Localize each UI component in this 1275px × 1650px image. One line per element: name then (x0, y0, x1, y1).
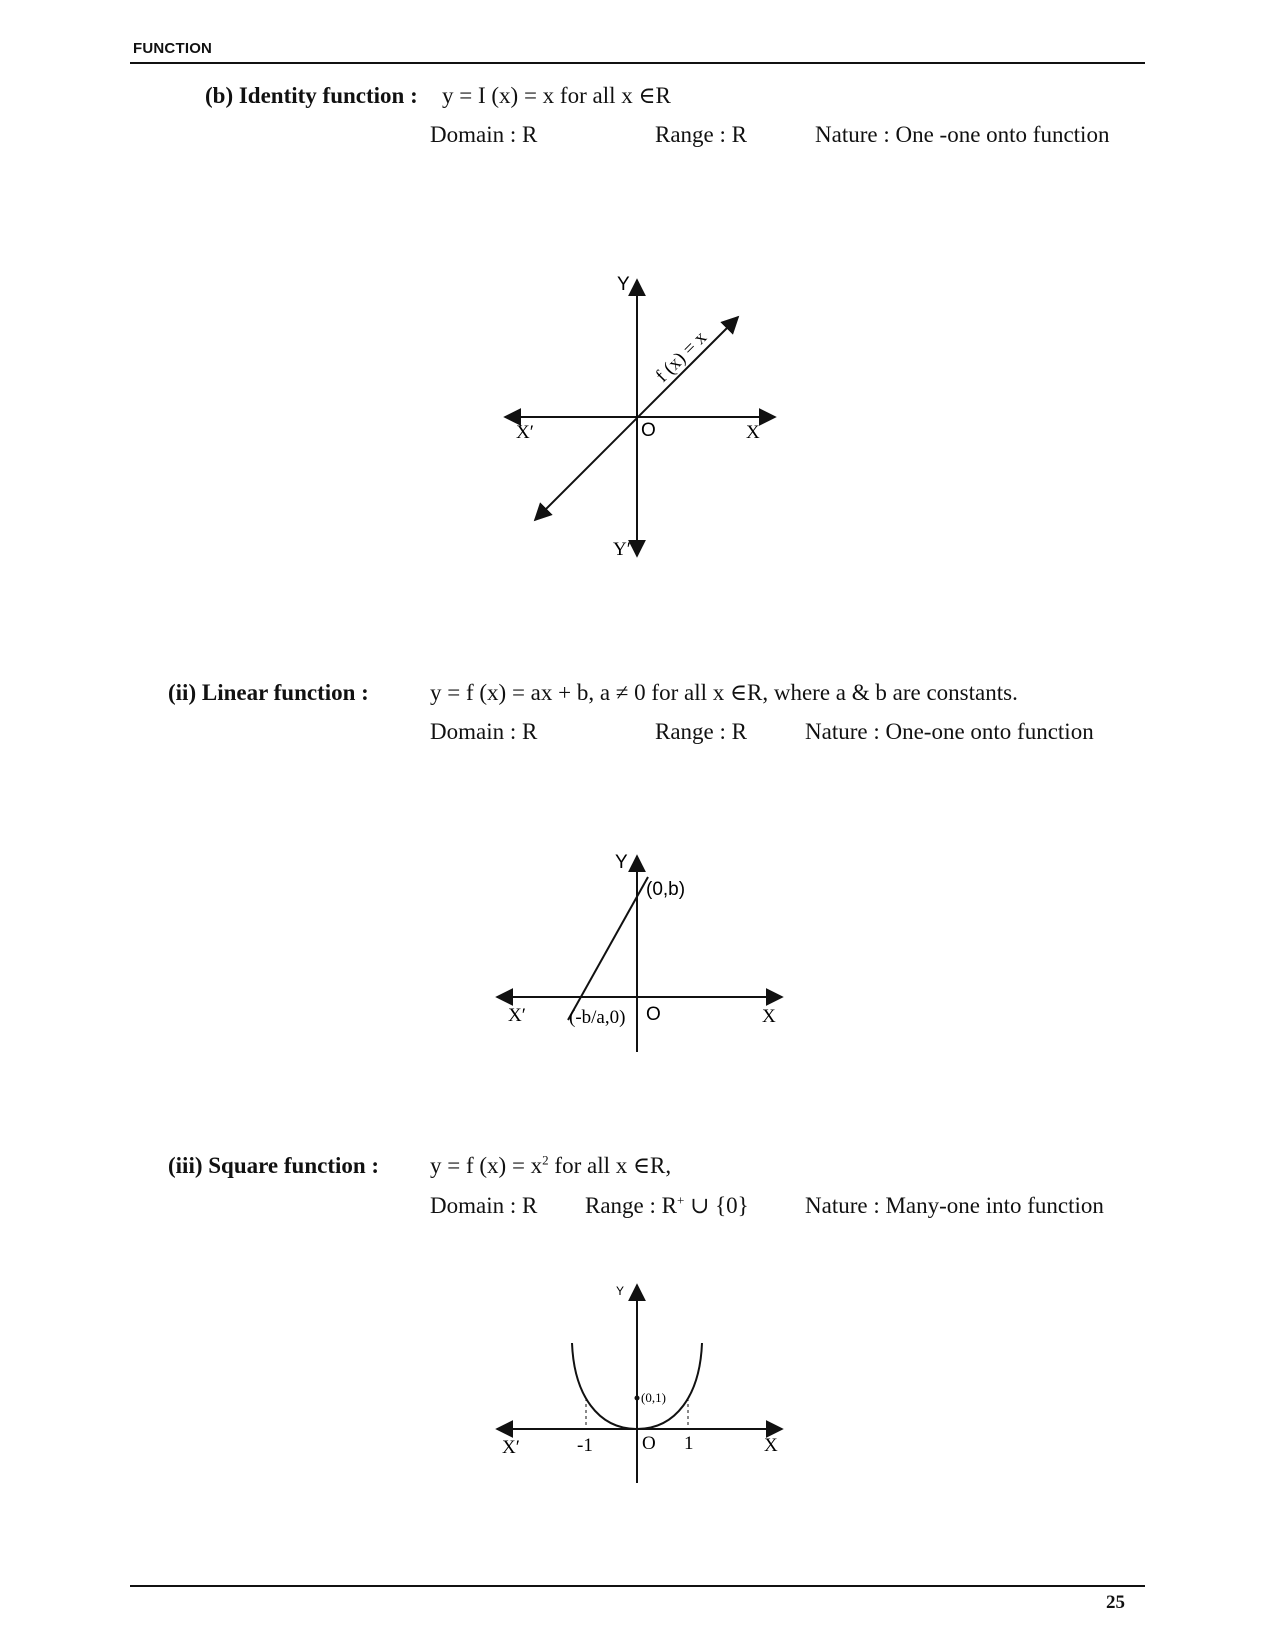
square-equation: y = f $(x) = x^2$ for all x ∈R, (430, 1152, 672, 1178)
linear-x-neg-label: X′ (508, 1005, 526, 1026)
identity-range: Range : R (655, 122, 747, 147)
square-x-neg-label: X′ (502, 1437, 520, 1458)
square-x-label: X (764, 1435, 778, 1456)
linear-y-label: Y (615, 852, 628, 873)
square-origin-label: O (642, 1433, 656, 1454)
identity-nature: Nature : One -one onto function (815, 122, 1110, 147)
page-number: 25 (1106, 1592, 1125, 1613)
linear-nature: Nature : One-one onto function (805, 719, 1094, 744)
linear-origin-label: O (646, 1004, 661, 1025)
identity-origin-label: O (641, 420, 656, 441)
square-range: Range : R+ ∪ {0} (585, 1192, 749, 1218)
square-point (635, 1396, 640, 1401)
identity-y-neg-label: Y′ (613, 539, 631, 560)
square-domain: Domain : R (430, 1193, 538, 1218)
identity-x-label: X (746, 422, 760, 443)
linear-domain: Domain : R (430, 719, 538, 744)
square-heading: (iii) Square function : (168, 1153, 380, 1178)
identity-equation: y = I (x) = x for all x ∈R (442, 83, 671, 108)
linear-y-intercept-label: (0,b) (646, 879, 686, 900)
identity-y-label: Y (617, 274, 630, 295)
linear-x-label: X (762, 1006, 776, 1027)
square-nature: Nature : Many-one into function (805, 1193, 1104, 1218)
identity-heading: (b) Identity function : (205, 83, 418, 108)
page-header-title: FUNCTION (133, 40, 213, 57)
square-y-label: Y (616, 1284, 625, 1298)
square-tick-neg-label: -1 (577, 1435, 593, 1456)
identity-line-label: f (x) = x (651, 327, 712, 387)
identity-x-neg-label: X′ (516, 422, 534, 443)
square-point-label: (0,1) (641, 1390, 666, 1405)
identity-graph (505, 280, 775, 556)
linear-graph (497, 856, 782, 1052)
linear-equation: y = f (x) = ax + b, a ≠ 0 for all x ∈R, where a & b are constants. (430, 680, 1018, 705)
square-tick-pos-label: 1 (684, 1433, 694, 1454)
linear-heading: (ii) Linear function : (168, 680, 369, 705)
footer-rule (130, 1585, 1145, 1587)
square-graph (497, 1285, 782, 1483)
linear-x-intercept-label: (-b/a,0) (569, 1007, 626, 1028)
linear-range: Range : R (655, 719, 747, 744)
identity-domain: Domain : R (430, 122, 538, 147)
